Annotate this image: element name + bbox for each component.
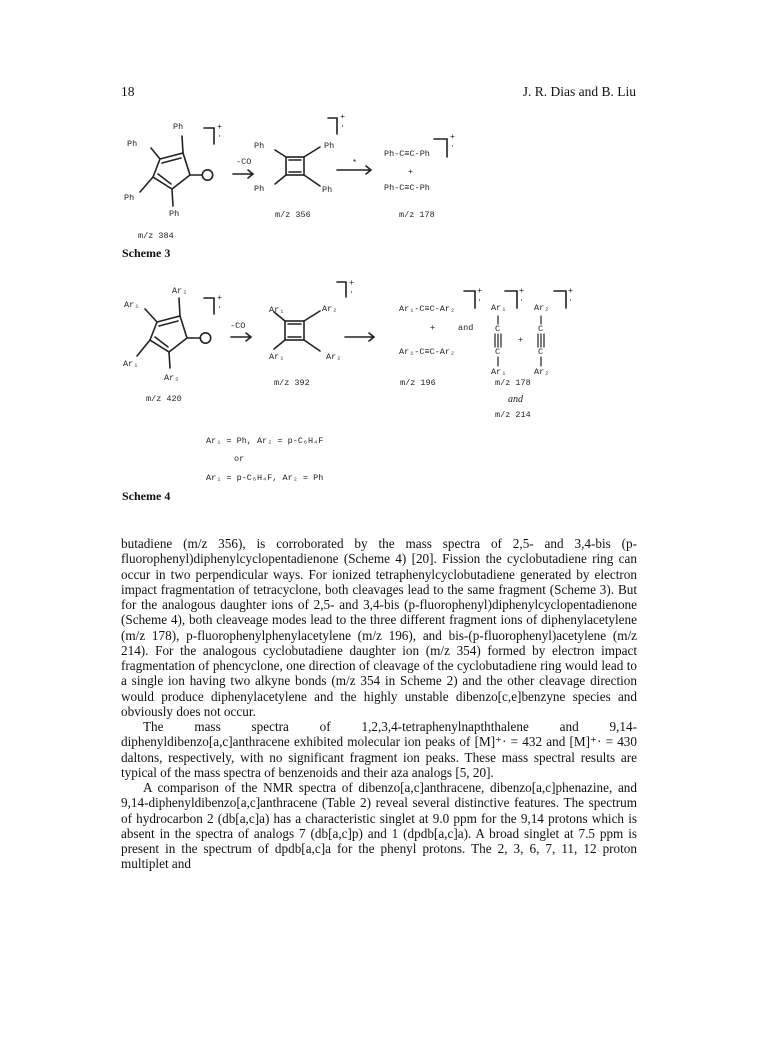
s4-cb-ar2-bottom: Ar₂	[326, 352, 342, 362]
s3-mz-178: m/z 178	[399, 210, 435, 220]
page-number: 18	[121, 84, 135, 99]
scheme4-bracket-5	[554, 291, 566, 308]
s4-radical-2: ·	[349, 287, 355, 297]
scheme3-label: Scheme 3	[122, 246, 171, 260]
s4-cb-ar1-top: Ar₁	[269, 305, 285, 315]
s4-charge-4: +	[519, 286, 525, 296]
s4-or: or	[234, 454, 245, 464]
s4-cb-ar2-top: Ar₂	[322, 304, 338, 314]
s4-vert2-c-top: C	[538, 324, 544, 334]
scheme4-bracket-2	[337, 282, 346, 297]
scheme3-bracket-2	[328, 118, 337, 134]
s4-vert1-c-top: C	[495, 324, 501, 334]
s4-charge-1: +	[217, 293, 223, 303]
s3-radical-1: ·	[217, 131, 223, 141]
paragraph-1: butadiene (m/z 356), is corroborated by the mass spectra of 2,5- and 3,4-bis (p-fluorophenyl)diphenylcyclopentadienone (Scheme 4) [20]. Fission the cyclobutadiene ring can occur in two perpendicular ways. For ionized tetraphenylcyclobutadiene generated by electron impact fragmentation of tetracyclone, both cleavages lead to the same fragment (Scheme 3). But for the analogous daughter ions of 2,5- and 3,4-bis (p-fluorophenyl)diphenylcyclopentadienone (Scheme 4), both cleaveage modes lead to the three different fragment ions of diphenylacetylene (m/z 178), p-fluorophenylphenylacetylene (m/z 196), and bis-(p-fluorophenyl)acetylene (m/z 214). For the analogous cyclobutadiene daughter ion (m/z 354) formed by electron impact fragmentation of phencyclone, one direction of cleavage of the cyclobutadiene ring would lead to a single ion having two alkyne bonds (m/z 354 in Scheme 2) and the other cleavage direction would produce diphenylacetylene and the highly unstable dibenzo[c,e]benzyne species and obviously does not occur.	[121, 536, 637, 719]
paragraph-3: A comparison of the NMR spectra of dibenzo[a,c]anthracene, dibenzo[a,c]phenazine, and 9,14-diphenyldibenzo[a,c]anthracene (Table 2) reveal several distinctive features. The spectrum of hydrocarbon 2 (db[a,c]a) has a characteristic singlet at 9.0 ppm for the 9,14 protons which is absent in the spectra of analogs 7 (db[a,c]p) and 1 (dpdb[a,c]a). A broad singlet at 7.5 ppm is present in the spectrum of dpdb[a,c]a for the phenyl protons. The 2, 3, 6, 7, 11, 12 proton multiplet and	[121, 780, 637, 872]
s3-cb-ph-4: Ph	[322, 185, 333, 195]
s3-star: *	[352, 158, 358, 168]
scheme3-bracket-3	[434, 139, 447, 157]
s4-minus-co: -CO	[230, 321, 246, 331]
s3-cb-ph-3: Ph	[254, 184, 265, 194]
s4-and-italic: and	[508, 394, 523, 405]
s3-minus-co: -CO	[236, 157, 252, 167]
s4-alkyne-bottom: Ar₁-C≡C-Ar₂	[399, 347, 456, 357]
body-text	[121, 536, 637, 872]
s3-ph-lower-left: Ph	[124, 193, 135, 203]
scheme4-cyclopentadienone	[137, 298, 211, 368]
scheme4-bracket-1	[204, 298, 214, 314]
s3-ph-left: Ph	[127, 139, 138, 149]
s4-plus: +	[430, 323, 436, 333]
s4-and: and	[458, 323, 474, 333]
s4-definition-1: Ar₁ = Ph, Ar₂ = p-C₆H₄F	[206, 436, 324, 446]
scheme3-cyclobutadiene	[275, 147, 320, 186]
s4-vert1-ar1-bottom: Ar₁	[491, 367, 507, 377]
scheme3-arrow-1	[233, 170, 253, 178]
scheme4-bracket-3	[464, 291, 475, 308]
s4-charge-2: +	[349, 278, 355, 288]
s3-plus: +	[408, 167, 414, 177]
s4-vert1-ar1: Ar₁	[491, 303, 507, 313]
s3-radical-3: ·	[450, 141, 456, 151]
s4-charge-5: +	[568, 286, 574, 296]
s4-mz-392: m/z 392	[274, 378, 310, 388]
s3-ph-bottom: Ph	[169, 209, 180, 219]
s4-mz-196: m/z 196	[400, 378, 436, 388]
s3-charge-3: +	[450, 132, 456, 142]
s3-charge-1: +	[217, 122, 223, 132]
running-head: J. R. Dias and B. Liu	[522, 84, 636, 99]
scheme4-label: Scheme 4	[122, 489, 171, 503]
s3-cb-ph-2: Ph	[324, 141, 335, 151]
s3-radical-2: ·	[340, 121, 346, 131]
paragraph-2: The mass spectra of 1,2,3,4-tetraphenylnapththalene and 9,14-diphenyldibenzo[a,c]anthracene exhibited molecular ion peaks of [M]⁺· = 432 and [M]⁺· = 430 daltons, respectively, with no significant fragment ion peaks. These mass spectral results are typical of the mass spectra of benzenoids and their aza analogs [5, 20].	[121, 719, 637, 780]
s4-mz-214: m/z 214	[495, 410, 531, 420]
s4-vert2-ar2: Ar₂	[534, 303, 550, 313]
s4-definition-2: Ar₁ = p-C₆H₄F, Ar₂ = Ph	[206, 473, 324, 483]
s4-ar2-bottom: Ar₂	[164, 373, 180, 383]
s4-radical-4: ·	[519, 295, 525, 305]
s4-ar2-top: Ar₂	[172, 286, 188, 296]
scheme4-arrow-2	[345, 333, 374, 341]
s3-cb-ph-1: Ph	[254, 141, 265, 151]
s4-vert2-ar2-bottom: Ar₂	[534, 367, 550, 377]
s4-charge-3: +	[477, 286, 483, 296]
s4-alkyne-top: Ar₁-C≡C-Ar₂	[399, 304, 456, 314]
s4-cb-ar1-bottom: Ar₁	[269, 352, 285, 362]
s3-mz-356: m/z 356	[275, 210, 311, 220]
s4-radical-1: ·	[217, 302, 223, 312]
s3-alkyne-2: Ph-C≡C-Ph	[384, 183, 430, 193]
s3-mz-384: m/z 384	[138, 231, 174, 241]
s4-radical-5: ·	[568, 295, 574, 305]
scheme3-cyclopentadienone	[140, 136, 213, 206]
scheme4-bracket-4	[505, 291, 517, 308]
s4-ar1-lower-left: Ar₁	[123, 359, 139, 369]
s4-vert1-c-bottom: C	[495, 347, 501, 357]
scheme3-bracket-1	[204, 128, 214, 144]
s4-mz-420: m/z 420	[146, 394, 182, 404]
s3-charge-2: +	[340, 112, 346, 122]
s4-ar1-left: Ar₁	[124, 300, 140, 310]
s3-ph-top: Ph	[173, 122, 184, 132]
scheme4-arrow-1	[231, 333, 251, 341]
s3-alkyne-1: Ph-C≡C-Ph	[384, 149, 430, 159]
s4-radical-3: ·	[477, 295, 483, 305]
s4-vert-plus: +	[518, 335, 524, 345]
s4-vert2-c-bottom: C	[538, 347, 544, 357]
s4-mz-178: m/z 178	[495, 378, 531, 388]
scheme4-cyclobutadiene	[274, 311, 320, 351]
